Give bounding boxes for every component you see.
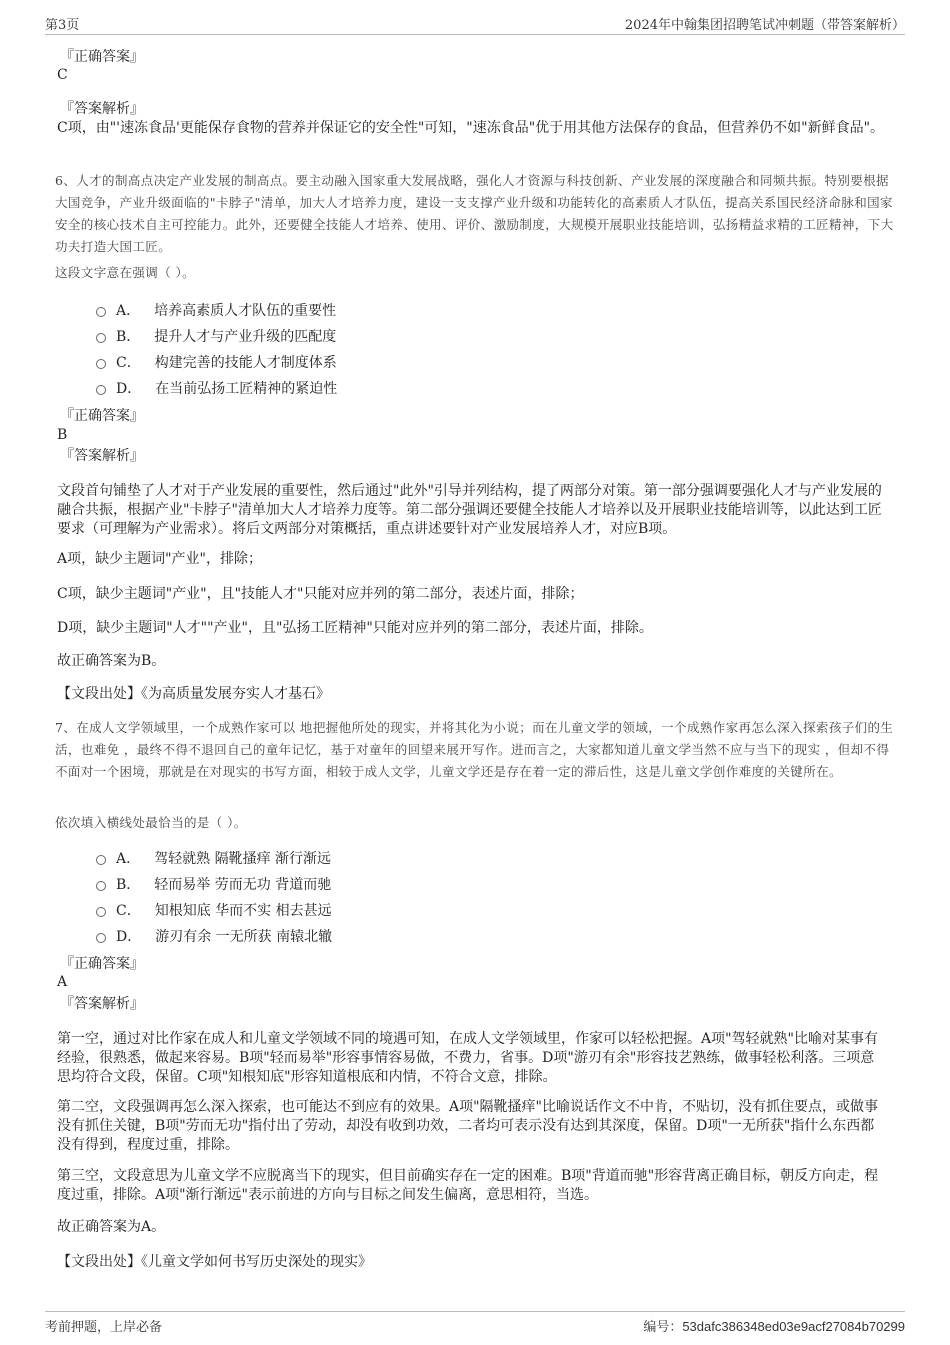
footer-code-label: 编号：: [643, 1320, 683, 1335]
page-number: 第3页: [45, 18, 80, 33]
q7-source: 【文段出处】《儿童文学如何书写历史深处的现实》: [57, 1254, 372, 1270]
q7-option-c[interactable]: [96, 900, 332, 920]
q6-analysis-p5: 故正确答案为B。: [57, 653, 166, 669]
q6-question: 这段文字意在强调（ ）。: [55, 265, 196, 280]
q6-analysis-p3: C项，缺少主题词"产业"，且"技能人才"只能对应并列的第二部分，表述片面，排除；: [57, 586, 584, 602]
option-text: 驾轻就熟 隔靴搔痒 渐行渐远: [154, 851, 332, 867]
option-text: 构建完善的技能人才制度体系: [154, 355, 337, 371]
q6-option-a[interactable]: [96, 300, 336, 320]
document-title: 2024年中翰集团招聘笔试冲刺题（带答案解析）: [624, 18, 905, 33]
q6-option-c[interactable]: [96, 352, 337, 372]
q5-answer-label: 『正确答案』: [60, 49, 144, 65]
option-text: 在当前弘扬工匠精神的紧迫性: [155, 381, 338, 397]
q6-passage: 6、人才的制高点决定产业发展的制高点。要主动融入国家重大发展战略，强化人才资源与科技创新、产业发展的深度融合和同频共振。特别要根据大国竞争，产业升级面临的"卡脖子"清单，加大人才培养力度，建设一支支撑产业升级和功能转化的高素质人才队伍，提高关系国民经济命脉和国家安全的核心技术自主可控能力。此外，还要健全技能人才培养、使用、评价、激励制度，大规模开展职业技能培训，弘扬精益求精的工匠精神，下大功夫打造大国工匠。: [55, 173, 894, 254]
q6-analysis-p1: 文段首句铺垫了人才对于产业发展的重要性，然后通过"此外"引导并列结构，提了两部分对策。第一部分强调要强化人才与产业发展的融合共振，根据产业"卡脖子"清单加大人才培养力度等。第二部分强调还要健全技能人才培养以及开展职业技能培训等，以此达到工匠要求（可理解为产业需求）。将后文两部分对策概括，重点讲述要针对产业发展培养人才，对应B项。: [57, 483, 882, 537]
q6-analysis-p2: A项，缺少主题词"产业"，排除；: [57, 551, 262, 567]
footer-code-value: 53dafc386348ed03e9acf27084b70299: [682, 1319, 905, 1334]
q6-analysis-p4: D项，缺少主题词"人才""产业"，且"弘扬工匠精神"只能对应并列的第二部分，表述片面，排除。: [57, 620, 653, 636]
q6-source: 【文段出处】《为高质量发展夯实人才基石》: [57, 686, 330, 702]
footer-slogan: 考前押题，上岸必备: [45, 1320, 163, 1335]
radio-icon[interactable]: [96, 907, 106, 917]
option-text: 轻而易举 劳而无功 背道而驰: [154, 877, 332, 893]
footer-code: [643, 1316, 905, 1335]
radio-icon[interactable]: [96, 333, 106, 343]
q7-analysis-label: 『答案解析』: [60, 996, 144, 1012]
radio-icon[interactable]: [96, 385, 106, 395]
q6-option-b[interactable]: [96, 326, 336, 346]
option-text: 培养高素质人才队伍的重要性: [154, 303, 337, 319]
q7-analysis-p3: 第三空，文段意思为儿童文学不应脱离当下的现实，但目前确实存在一定的困难。B项"背道而驰"形容背离正确目标，朝反方向走，程度过重，排除。A项"渐行渐远"表示前进的方向与目标之间发生偏离，意思相符，当选。: [57, 1168, 879, 1203]
option-text: 提升人才与产业升级的匹配度: [154, 329, 337, 345]
q6-option-d[interactable]: [96, 378, 337, 398]
q7-answer-label: 『正确答案』: [60, 956, 144, 972]
q6-analysis-label: 『答案解析』: [60, 448, 144, 464]
q5-analysis-label: 『答案解析』: [60, 101, 144, 117]
q5-analysis: C项，由"'速冻食品'更能保存食物的营养并保证它的安全性"可知，"速冻食品"优于用其他方法保存的食品，但营养仍不如"新鲜食品"。: [57, 120, 885, 136]
radio-icon[interactable]: [96, 359, 106, 369]
radio-icon[interactable]: [96, 855, 106, 865]
header-divider: [45, 34, 905, 35]
q7-analysis-p1: 第一空，通过对比作家在成人和儿童文学领域不同的境遇可知，在成人文学领域里，作家可以轻松把握。A项"驾轻就熟"比喻对某事有经验，很熟悉，做起来容易。B项"轻而易举"形容事情容易做，不费力，省事。D项"游刃有余"形容技艺熟练，做事轻松利落。三项意思均符合文段，保留。C项"知根知底"形容知道根底和内情，不符合文意，排除。: [57, 1031, 878, 1085]
q7-analysis-p2: 第二空，文段强调再怎么深入探索，也可能达不到应有的效果。A项"隔靴搔痒"比喻说话作文不中肯，不贴切，没有抓住要点，或做事没有抓住关键，B项"劳而无功"指付出了劳动，却没有收到功效，二者均可表示没有达到其深度，保留。D项"一无所获"指什么东西都没有得到，程度过重，排除。: [57, 1099, 878, 1153]
radio-icon[interactable]: [96, 881, 106, 891]
option-letter: D．: [116, 929, 142, 945]
option-letter: A．: [116, 303, 141, 319]
q6-answer: B: [57, 427, 68, 443]
option-text: 游刃有余 一无所获 南辕北辙: [155, 929, 333, 945]
option-text: 知根知底 华而不实 相去甚远: [154, 903, 332, 919]
q7-answer: A: [57, 974, 68, 990]
option-letter: A．: [116, 851, 141, 867]
radio-icon[interactable]: [96, 933, 106, 943]
option-letter: C．: [116, 355, 141, 371]
q5-answer: C: [57, 67, 68, 83]
q7-question: 依次填入横线处最恰当的是（ ）。: [55, 815, 247, 830]
footer-divider: [45, 1311, 905, 1312]
q6-answer-label: 『正确答案』: [60, 408, 144, 424]
option-letter: D．: [116, 381, 142, 397]
q7-option-a[interactable]: [96, 848, 331, 868]
q7-option-b[interactable]: [96, 874, 331, 894]
radio-icon[interactable]: [96, 307, 106, 317]
q7-passage: 7、在成人文学领域里，一个成熟作家可以 地把握他所处的现实，并将其化为小说；而在儿童文学的领域，一个成熟作家再怎么深入探索孩子们的生活，也难免 ，最终不得不退回自己的童年记忆，基于对童年的回望来展开写作。进而言之，大家都知道儿童文学当然不应与当下的现实 ，但却不得不面对一个困境，那就是在对现实的书写方面，相较于成人文学，儿童文学还是存在着一定的滞后性，这是儿童文学创作难度的关键所在。: [55, 720, 894, 779]
q7-option-d[interactable]: [96, 926, 332, 946]
option-letter: C．: [116, 903, 141, 919]
option-letter: B．: [116, 329, 141, 345]
q7-analysis-p4: 故正确答案为A。: [57, 1219, 166, 1235]
option-letter: B．: [116, 877, 141, 893]
